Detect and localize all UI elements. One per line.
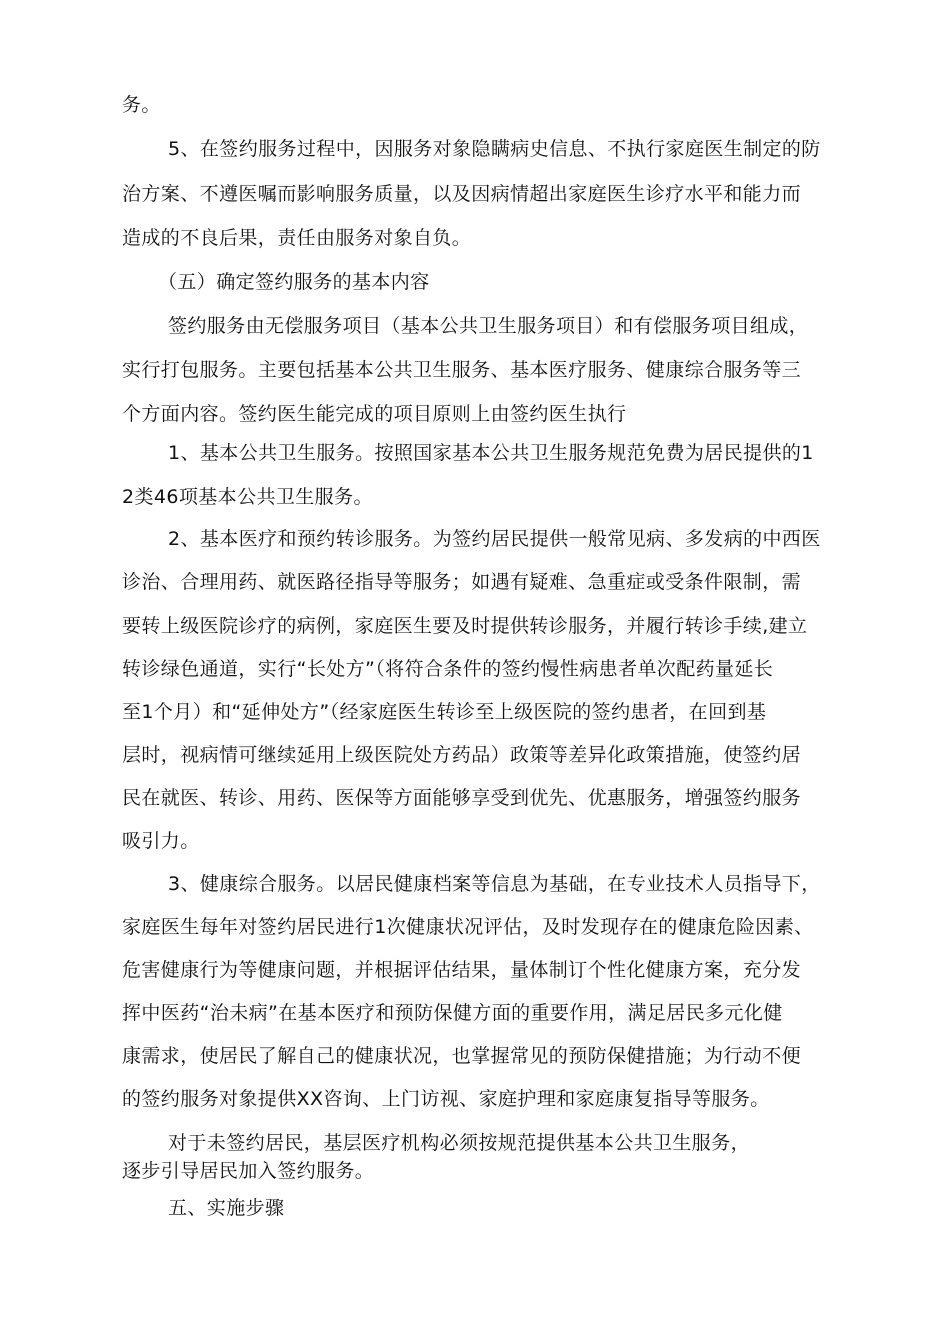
text-line: 民在就医、转诊、用药、医保等方面能够享受到优先、优惠服务，增强签约服务	[122, 787, 802, 809]
text-line: 造成的不良后果，责任由服务对象自负。	[122, 227, 472, 249]
text-line: 吸引力。	[122, 830, 200, 852]
section-heading: 五、实施步骤	[168, 1197, 285, 1219]
text-line: 康需求，使居民了解自己的健康状况，也掌握常见的预防保健措施；为行动不便	[122, 1045, 802, 1067]
paragraph-item-3: 3、健康综合服务。以居民健康档案等信息为基础，在专业技术人员指导下，	[168, 873, 821, 895]
paragraph-line: 对于未签约居民，基层医疗机构必须按规范提供基本公共卫生服务，	[168, 1132, 751, 1154]
section-heading: （五）确定签约服务的基本内容	[158, 271, 430, 293]
text-line: 逐步引导居民加入签约服务。	[122, 1160, 375, 1182]
text-line: 个方面内容。签约医生能完成的项目原则上由签约医生执行	[122, 403, 627, 425]
text-line: 挥中医药“治未病”在基本医疗和预防保健方面的重要作用，满足居民多元化健	[122, 1002, 783, 1024]
text-line: 务。	[122, 94, 161, 116]
text-line: 危害健康行为等健康问题，并根据评估结果，量体制订个性化健康方案，充分发	[122, 959, 802, 981]
text-line: 要转上级医院诊疗的病例，家庭医生要及时提供转诊服务，并履行转诊手续,建立	[122, 615, 808, 637]
text-line: 家庭医生每年对签约居民进行1次健康状况评估，及时发现存在的健康危险因素、	[122, 916, 814, 938]
text-line: 治方案、不遵医嘱而影响服务质量，以及因病情超出家庭医生诊疗水平和能力而	[122, 183, 802, 205]
paragraph-line: 签约服务由无偿服务项目（基本公共卫生服务项目）和有偿服务项目组成，	[168, 315, 809, 337]
text-line: 实行打包服务。主要包括基本公共卫生服务、基本医疗服务、健康综合服务等三	[122, 359, 802, 381]
text-line: 的签约服务对象提供XX咨询、上门访视、家庭护理和家庭康复指导等服务。	[122, 1088, 770, 1110]
text-line: 转诊绿色通道，实行“长处方”（将符合条件的签约慢性病患者单次配药量延长	[122, 658, 774, 680]
paragraph-item-2: 2、基本医疗和预约转诊服务。为签约居民提供一般常见病、多发病的中西医	[168, 528, 821, 550]
text-line: 诊治、合理用药、就医路径指导等服务；如遇有疑难、急重症或受条件限制，需	[122, 571, 802, 593]
paragraph-item-1: 1、基本公共卫生服务。按照国家基本公共卫生服务规范免费为居民提供的1	[168, 442, 814, 464]
text-line: 层时，视病情可继续延用上级医院处方药品）政策等差异化政策措施，使签约居	[122, 744, 802, 766]
paragraph-item-5: 5、在签约服务过程中，因服务对象隐瞒病史信息、不执行家庭医生制定的防	[168, 138, 821, 160]
text-line: 2类46项基本公共卫生服务。	[122, 486, 373, 508]
text-line: 至1个月）和“延伸处方”（经家庭医生转诊至上级医院的签约患者，在回到基	[122, 701, 767, 723]
